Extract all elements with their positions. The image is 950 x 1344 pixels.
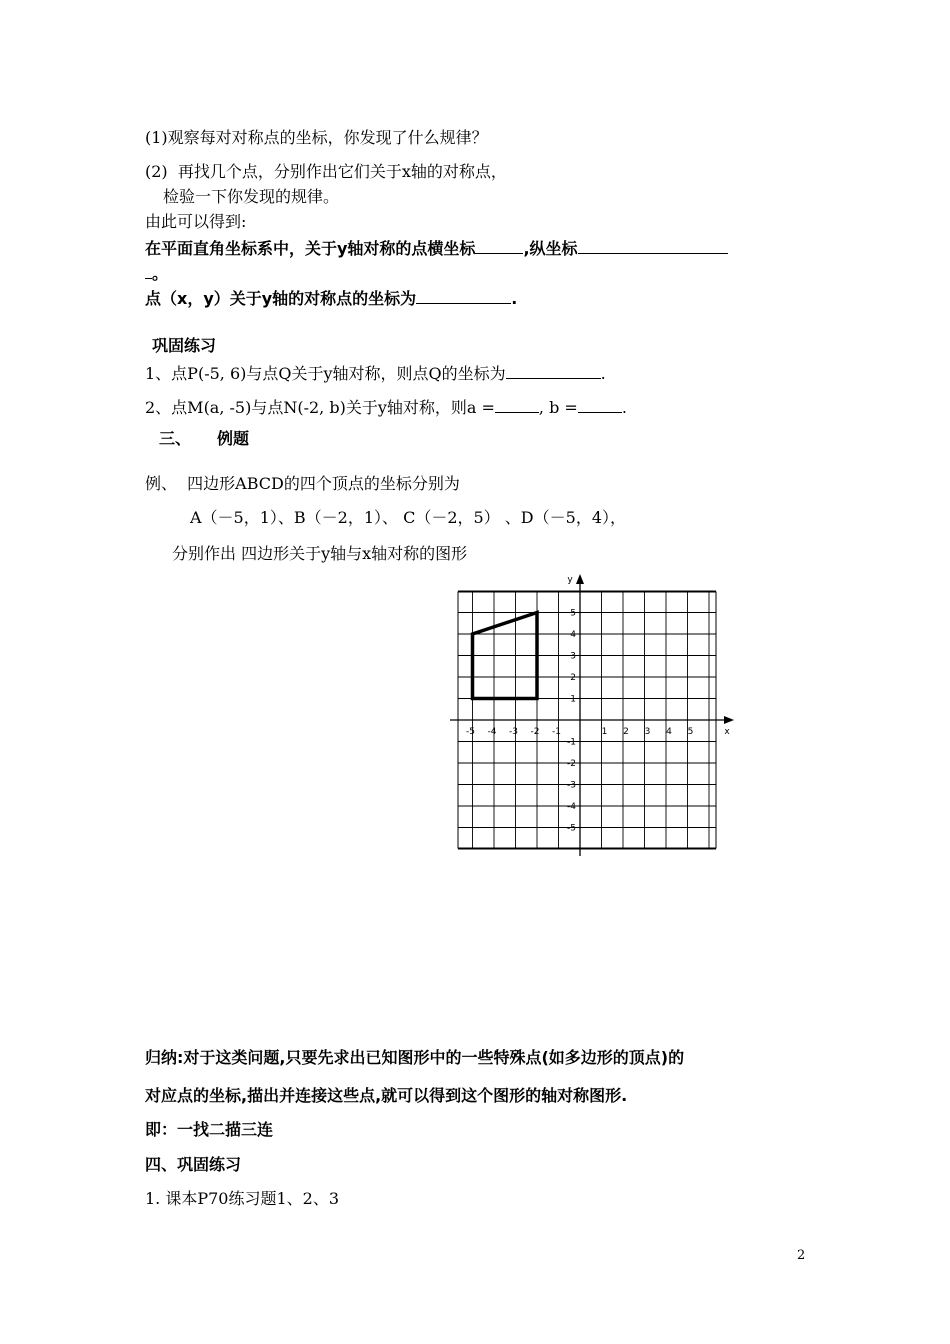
y-tick-label: -5 [567,823,576,834]
x-tick-label: 2 [623,727,629,737]
exercise-2-period: . [621,398,627,417]
coordinate-grid [440,570,740,860]
x-tick-label: -5 [466,727,475,737]
exercise-2-text-b: , b = [538,398,578,417]
rule-1-period: 。 [152,264,169,283]
y-tick-label: 5 [570,608,576,619]
x-tick-label: 3 [644,727,651,737]
rule-1-blank-y[interactable] [578,237,728,254]
exercise-1-blank[interactable] [506,362,601,379]
conclusion-intro: 由此可以得到: [145,212,247,231]
rule-2-blank[interactable] [416,287,511,304]
rule-2-period: . [511,289,518,308]
exercise-1-text: 1、点P(-5, 6)与点Q关于y轴对称，则点Q的坐标为 [145,364,506,383]
x-tick-label: 5 [687,727,694,737]
y-tick-label: 4 [570,630,576,640]
summary-line-3 [145,1120,273,1140]
question-2-line-1: (2) 再找几个点，分别作出它们关于x轴的对称点， [145,162,507,181]
exercise-1 [145,362,606,384]
exercise-1-period: . [600,364,606,383]
rule-1-text: 在平面直角坐标系中，关于y轴对称的点横坐标 [145,239,476,258]
example-intro: 例、 四边形ABCD的四个顶点的坐标分别为 [145,474,460,493]
x-tick-label: -2 [530,727,540,737]
tick-labels [466,575,730,834]
y-tick-label: -2 [567,759,576,769]
x-tick-label: -1 [552,727,561,737]
exercise-2-blank-b[interactable] [578,396,622,413]
question-2-line-2: 检验一下你发现的规律。 [163,187,340,206]
x-tick-label: 1 [601,727,608,737]
y-tick-label: 3 [570,651,576,662]
rule-1 [145,237,728,259]
homework: 1. 课本P70练习题1、2、3 [145,1189,340,1208]
example-coordinates: A（－5，1）、B（－2，1）、 C（－2，5） 、D（－5，4）， [190,508,626,527]
rule-2 [145,287,517,309]
x-axis-label: x [724,727,730,737]
practice-title: 巩固练习 [152,336,217,355]
summary-line-1 [145,1048,684,1068]
summary-text-3: 即：一找二描三连 [145,1120,274,1139]
summary-text-2: 对应点的坐标,描出并连接这些点,就可以得到这个图形的轴对称图形. [145,1086,628,1105]
x-axis-arrow-icon [724,716,734,724]
rule-1-end [145,262,168,284]
summary-line-2 [145,1086,627,1106]
y-tick-label: 2 [570,673,576,683]
rule-1-blank-x[interactable] [475,237,523,254]
y-axis-arrow-icon [576,574,584,584]
question-1: (1)观察每对对称点的坐标，你发现了什么规律？ [145,128,488,147]
y-tick-label: -1 [567,737,576,748]
rule-1-blank-y-cont[interactable] [145,262,152,279]
section-4-text: 四、巩固练习 [145,1155,242,1174]
rule-2-text: 点（x，y）关于y轴的对称点的坐标为 [145,289,417,308]
section-3-number: 三、 [159,429,192,448]
x-tick-label: -4 [487,727,497,737]
x-tick-label: 4 [666,727,672,737]
summary-text-1: 归纳:对于这类问题,只要先求出已知图形中的一些特殊点(如多边形的顶点)的 [145,1048,685,1067]
y-tick-label: -3 [567,780,576,791]
axes [450,574,734,856]
example-task: 分别作出 四边形关于y轴与x轴对称的图形 [172,544,468,563]
exercise-2 [145,396,627,418]
exercise-2-text: 2、点M(a, -5)与点N(-2, b)关于y轴对称，则a = [145,398,495,417]
page-number: 2 [797,1248,806,1263]
section-3-title: 例题 [217,429,250,448]
x-tick-label: -3 [509,727,518,737]
y-tick-label: -4 [567,802,576,812]
y-axis-label: y [567,575,573,585]
y-tick-label: 1 [570,694,576,705]
rule-1-text-2: ,纵坐标 [523,239,578,258]
section-4-title [145,1155,241,1175]
exercise-2-blank-a[interactable] [495,396,539,413]
